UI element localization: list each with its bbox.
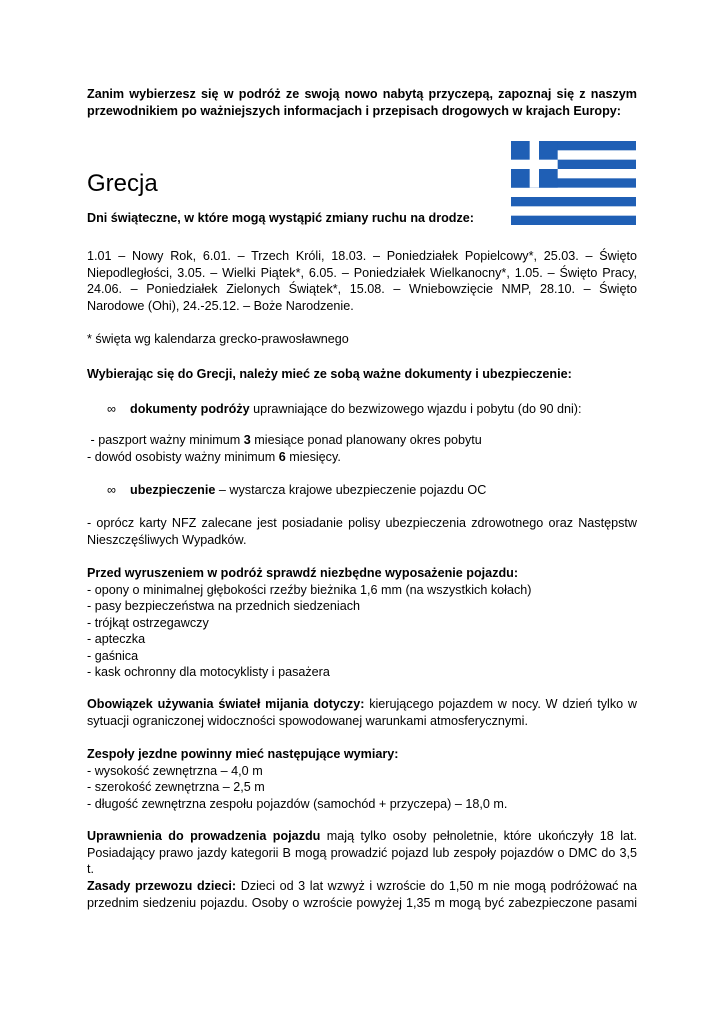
dimensions-section — [87, 746, 637, 812]
country-title: Grecja — [87, 170, 158, 197]
equipment-section — [87, 565, 637, 681]
lights-text: kierującego pojazdem w nocy. W dzień tylko w sytuacji ograniczonej widoczności spowodowanej warunkami atmosferycznymi. — [87, 697, 638, 728]
lights-paragraph — [87, 696, 637, 729]
insurance-text: – wystarcza krajowe ubezpieczenie pojazdu OC — [215, 483, 487, 497]
equipment-item: - opony o minimalnej głębokości rzeźby bieżnika 1,6 mm (na wszystkich kołach) — [87, 582, 532, 597]
infinity-bullet-icon: ∞ — [107, 483, 116, 497]
children-label: Zasady przewozu dzieci: — [87, 879, 237, 893]
infinity-bullet-icon: ∞ — [107, 402, 116, 416]
license-paragraph — [87, 828, 637, 878]
passport-text-pre: - paszport ważny minimum — [87, 433, 244, 447]
id-text-pre: - dowód osobisty ważny minimum — [87, 450, 279, 464]
id-card-line — [87, 449, 637, 466]
equipment-heading: Przed wyruszeniem w podróż sprawdź niezbędne wyposażenie pojazdu: — [87, 566, 519, 580]
travel-documents-text: uprawniające do bezwizowego wjazdu i pobytu (do 90 dni): — [249, 402, 582, 416]
equipment-item: - kask ochronny dla motocyklisty i pasażera — [87, 665, 330, 679]
travel-documents-label: dokumenty podróży — [130, 402, 250, 416]
dimensions-heading: Zespoły jezdne powinny mieć następujące wymiary: — [87, 747, 399, 761]
passport-line — [87, 432, 637, 449]
equipment-item: - pasy bezpieczeństwa na przednich siedzeniach — [87, 599, 361, 613]
passport-text-post: miesiące ponad planowany okres pobytu — [250, 433, 482, 447]
holidays-list: 1.01 – Nowy Rok, 6.01. – Trzech Króli, 18.03. – Poniedziałek Popielcowy*, 25.03. – Święto Niepodległości, 3.05. – Wielki Piątek*, 6.05. – Poniedziałek Wielkanocny*, 1.05. – Święto Pracy, 24.06. – Poniedziałek Zielonych Świątek*, 15.08. – Wniebowzięcie NMP, 28.10. – Święto Narodowe (Ohi), 24.-25.12. – Boże Narodzenie. — [87, 249, 637, 313]
dimension-item: - długość zewnętrzna zespołu pojazdów (samochód + przyczepa) – 18,0 m. — [87, 796, 508, 811]
license-text: mają tylko osoby pełnoletnie, które ukończyły 18 lat. Posiadający prawo jazdy kategorii B mogą prowadzić pojazd lub zespoły pojazdów o DMC do 3,5 t. — [87, 829, 637, 876]
documents-heading: Wybierając się do Grecji, należy mieć ze sobą ważne dokumenty i ubezpieczenie: — [87, 367, 572, 381]
equipment-item: - gaśnica — [87, 648, 139, 663]
equipment-item: - trójkąt ostrzegawczy — [87, 615, 209, 630]
holidays-heading: Dni świąteczne, w które mogą wystąpić zmiany ruchu na drodze: — [87, 211, 474, 225]
lights-label: Obowiązek używania świateł mijania dotyczy: — [87, 697, 365, 711]
children-text: Dzieci od 3 lat wzwyż i wzroście do 1,50 m nie mogą podróżować na przednim siedzeniu pojazdu. Osoby o wzroście powyżej 1,35 m mogą być zabezpieczone pasami — [87, 879, 637, 910]
nfz-paragraph: - oprócz karty NFZ zalecane jest posiadanie polisy ubezpieczenia zdrowotnego oraz Następstw Nieszczęśliwych Wypadków. — [87, 516, 637, 547]
license-label: Uprawnienia do prowadzenia pojazdu — [87, 829, 321, 843]
equipment-item: - apteczka — [87, 632, 146, 646]
dimension-item: - wysokość zewnętrzna – 4,0 m — [87, 763, 263, 778]
id-text-post: miesięcy. — [285, 450, 341, 464]
children-paragraph — [87, 878, 637, 911]
bullet-insurance — [107, 482, 637, 499]
passport-months: 3 — [243, 433, 251, 447]
bullet-travel-documents — [107, 401, 637, 418]
dimension-item: - szerokość zewnętrzna – 2,5 m — [87, 780, 265, 794]
holidays-note: * święta wg kalendarza grecko-prawosławnego — [87, 332, 349, 346]
insurance-label: ubezpieczenie — [130, 483, 216, 497]
id-months: 6 — [278, 450, 286, 464]
intro-paragraph: Zanim wybierzesz się w podróż ze swoją nowo nabytą przyczepą, zapoznaj się z naszym przewodnikiem po ważniejszych informacjach i przepisach drogowych w krajach Europy: — [87, 87, 637, 118]
